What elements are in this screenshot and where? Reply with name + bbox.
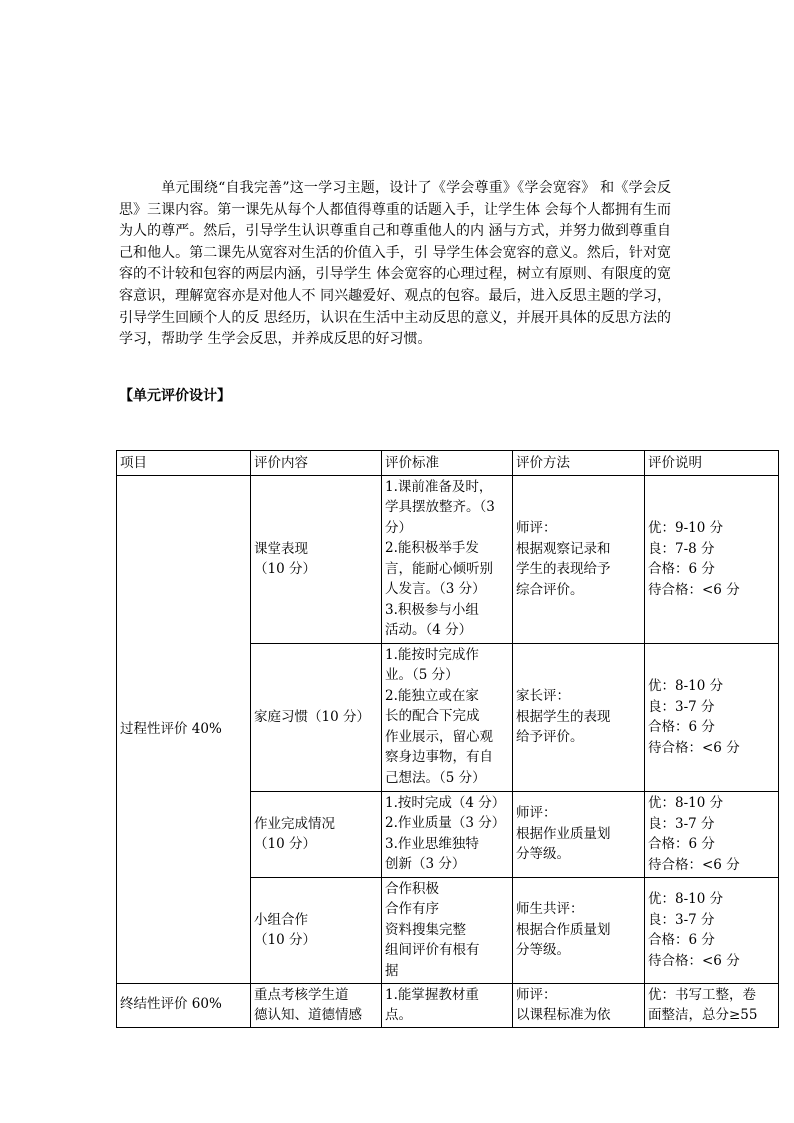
table-row — [117, 475, 779, 643]
method-cell: 师评： 根据作业质量划 分等级。 — [513, 791, 645, 877]
header-cell: 评价标准 — [382, 451, 513, 476]
standard-cell: 1.能按时完成作 业。（5 分） 2.能独立或在家 长的配合下完成 作业展示，留心观 察身边事物，有自 己想法。（5 分） — [382, 643, 513, 791]
standard-cell: 1.课前准备及时， 学具摆放整齐。（3 分） 2.能积极举手发 言，能耐心倾听别 人发言。（3 分） 3.积极参与小组 活动。（4 分） — [382, 475, 513, 643]
note-cell: 优：8-10 分 良：3-7 分 合格：6 分 待合格：<6 分 — [645, 643, 779, 791]
method-cell: 家长评： 根据学生的表现 给予评价。 — [513, 643, 645, 791]
header-cell: 评价方法 — [513, 451, 645, 476]
intro-line: 和《学会反思》三课内容。第一课先从每个人都值得尊重的话题入手，让学生体 — [119, 180, 671, 218]
intro-line: 体会宽容的心理过程，树立有原则、有限度的宽容意识，理解宽容亦是对他人不 — [119, 266, 672, 304]
final-evaluation-label: 终结性评价 60% — [117, 983, 251, 1027]
method-cell: 师评： 根据观察记录和 学生的表现给予 综合评价。 — [513, 475, 645, 643]
intro-line: 生学会反思，并养成反思的好习惯。 — [207, 331, 432, 348]
intro-paragraph — [119, 178, 671, 351]
content-cell: 课堂表现 （10 分） — [251, 475, 382, 643]
table-header-row — [117, 451, 779, 476]
intro-line: 导学生体会宽容的意义。然后，针对宽容的不计较和包容的两层内涵，引导学生 — [119, 244, 672, 283]
header-cell: 评价内容 — [251, 451, 382, 476]
header-cell: 项目 — [117, 451, 251, 476]
content-cell: 作业完成情况 （10 分） — [251, 791, 382, 877]
section-heading: 【单元评价设计】 — [119, 388, 231, 404]
evaluation-table — [116, 450, 779, 1028]
content-cell: 重点考核学生道 德认知、道德情感 — [251, 983, 382, 1027]
standard-cell: 1.按时完成（4 分） 2.作业质量（3 分） 3.作业思维独特 创新（3 分） — [382, 791, 513, 877]
intro-line: 涵与方式，并努力做到尊重自己和他人。第二课先从宽容对生活的价值入手，引 — [119, 223, 672, 261]
method-cell: 师评： 以课程标准为依 — [513, 983, 645, 1027]
intro-line: 会每个人都拥有生而为人的尊严。然后，引导学生认识尊重自己和尊重他人的内 — [119, 201, 672, 240]
note-cell: 优：8-10 分 良：3-7 分 合格：6 分 待合格：<6 分 — [645, 791, 779, 877]
method-cell: 师生共评： 根据合作质量划 分等级。 — [513, 877, 645, 983]
content-cell: 小组合作 （10 分） — [251, 877, 382, 983]
intro-line: 单元围绕“自我完善”这一学习主题，设计了《学会尊重》《学会宽容》 — [161, 180, 596, 196]
note-cell: 优：书写工整，卷 面整洁，总分≥55 — [645, 983, 779, 1027]
standard-cell: 合作积极 合作有序 资料搜集完整 组间评价有根有 据 — [382, 877, 513, 983]
standard-cell: 1.能掌握教材重 点。 — [382, 983, 513, 1027]
process-evaluation-label: 过程性评价 40% — [117, 475, 251, 983]
intro-line: 思经历，认识在生活中主动反思的意义，并展开具体的反思方法的学习，帮助学 — [119, 309, 672, 348]
header-cell: 评价说明 — [645, 451, 779, 476]
table-row — [117, 983, 779, 1027]
intro-line: 同兴趣爱好、观点的包容。最后，进入反思主题的学习，引导学生回顾个人的反 — [119, 287, 672, 326]
content-cell: 家庭习惯（10 分） — [251, 643, 382, 791]
note-cell: 优：8-10 分 良：3-7 分 合格：6 分 待合格：<6 分 — [645, 877, 779, 983]
note-cell: 优：9-10 分 良：7-8 分 合格：6 分 待合格：<6 分 — [645, 475, 779, 643]
